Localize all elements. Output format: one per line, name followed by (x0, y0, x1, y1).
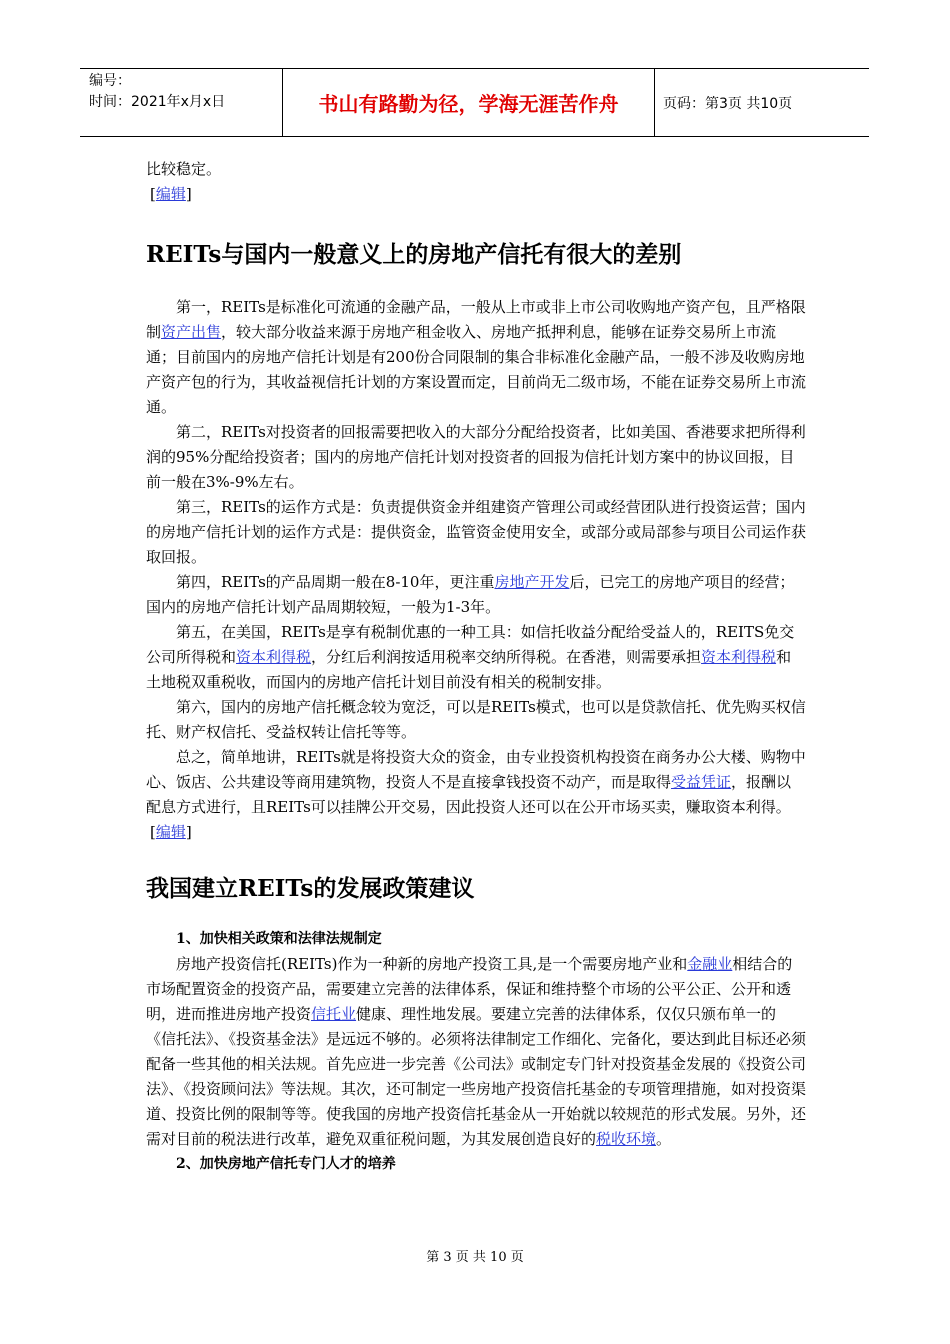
edit-link-2: [编辑] (150, 823, 192, 841)
paragraph-text: 房地产投资信托(REITs)作为一种新的房地产投资工具,是一个需要房地产业和 (176, 955, 688, 973)
paragraph-text: 第四，REITs的产品周期一般在8-10年，更注重 (176, 573, 495, 591)
edit-link-1: [编辑] (150, 185, 192, 203)
paragraph-text: 后，已完工的房地产项目的经营；国内的房地产信托计划产品周期较短，一般为1-3年。 (146, 573, 795, 616)
header-time: 时间：2021年x月x日 (89, 94, 226, 110)
paragraph-2: 第二，REITs对投资者的回报需要把收入的大部分分配给投资者，比如美国、香港要求把所得利润的95%分配给投资者；国内的房地产信托计划对投资者的回报为信托计划方案中的协议回报，目前一般在3%-9%左右。 (146, 423, 806, 491)
paragraph-text: 第一，REITs是标准化可流通的金融产品，一般从上市或非上市公司收购地产资产包，且严格限制 (146, 298, 806, 341)
paragraph-text: ，较大部分收益来源于房地产租金收入、房地产抵押利息，能够在证券交易所上市流通；目前国内的房地产信托计划是有200份合同限制的集合非标准化金融产品，一般不涉及收购房地产资产包的行为，其收益视信托计划的方案设置而定，目前尚无二级市场，不能在证券交易所上市流通。 (146, 323, 807, 416)
paragraph-1 (146, 295, 806, 420)
link-asset-sale[interactable]: 资产出售 (161, 323, 222, 341)
paragraph-text: 和土地税双重税收，而国内的房地产信托计划目前没有相关的税制安排。 (146, 648, 792, 691)
paragraph-8 (146, 952, 806, 1152)
document-body (146, 157, 806, 1177)
paragraph-3: 第三，REITs的运作方式是：负责提供资金并组建资产管理公司或经营团队进行投资运营；国内的房地产信托计划的运作方式是：提供资金，监管资金使用安全，或部分或局部参与项目公司运作获取回报。 (146, 498, 807, 566)
link-trust-industry[interactable]: 信托业 (311, 1005, 357, 1023)
header-page-info: 页码：第3页 共10页 (663, 95, 793, 112)
paragraph-text: 总之，简单地讲，REITs就是将投资大众的资金，由专业投资机构投资在商务办公大楼、购物中心、饭店、公共建设等商用建筑物，投资人不是直接拿钱投资不动产，而是取得 (146, 748, 806, 791)
paragraph-4 (146, 570, 806, 620)
page-header (80, 68, 869, 137)
edit-link[interactable]: 编辑 (155, 185, 186, 203)
link-tax-environment[interactable]: 税收环境 (596, 1130, 657, 1148)
header-meta (80, 69, 283, 136)
subheading-1: 1、加快相关政策和法律法规制定 (176, 931, 382, 947)
paragraph-7 (146, 745, 806, 820)
section-title-reits-difference: REITs与国内一般意义上的房地产信托有很大的差别 (146, 241, 682, 268)
header-number: 编号： (89, 73, 131, 89)
paragraph-5 (146, 620, 806, 695)
link-beneficiary-certificate[interactable]: 受益凭证 (671, 773, 732, 791)
paragraph-text: 第五，在美国，REITs是享有税制优惠的一种工具：如信托收益分配给受益人的，REITS免交公司所得税和 (146, 623, 795, 666)
section-title-policy-suggestions: 我国建立REITs的发展政策建议 (146, 875, 475, 902)
paragraph-6: 第六，国内的房地产信托概念较为宽泛，可以是REITs模式，也可以是贷款信托、优先购买权信托、财产权信托、受益权转让信托等等。 (146, 698, 806, 741)
paragraph-text: 相结合的市场配置资金的投资产品，需要建立完善的法律体系，保证和维持整个市场的公平公正、公开和透明，进而推进房地产投资 (146, 955, 793, 1023)
subheading-2: 2、加快房地产信托专门人才的培养 (176, 1156, 396, 1172)
paragraph-text: ，报酬以配息方式进行，且REITs可以挂牌公开交易，因此投资人还可以在公开市场买卖，赚取资本利得。 (146, 773, 792, 816)
header-motto: 书山有路勤为径，学海无涯苦作舟 (283, 69, 655, 136)
edit-link[interactable]: 编辑 (155, 823, 186, 841)
link-capital-gains-tax[interactable]: 资本利得税 (236, 648, 312, 666)
page-footer: 第 3 页 共 10 页 (426, 1250, 524, 1265)
link-financial-industry[interactable]: 金融业 (687, 955, 733, 973)
paragraph-text: 。 (656, 1130, 672, 1148)
link-capital-gains-tax-2[interactable]: 资本利得税 (701, 648, 777, 666)
paragraph-text: 健康、理性地发展。要建立完善的法律体系，仅仅只颁布单一的《信托法》、《投资基金法》是远远不够的。必须将法律制定工作细化、完备化，要达到此目标还必须配备一些其他的相关法规。首先应进一步完善《公司法》或制定专门针对投资基金发展的《投资公司法》、《投资顾问法》等法规。其次，还可制定一些房地产投资信托基金的专项管理措施，如对投资渠道、投资比例的限制等等。使我国的房地产投资信托基金从一开始就以较规范的形式发展。另外，还需对目前的税法进行改革，避免双重征税问题，为其发展创造良好的 (146, 1005, 807, 1148)
paragraph-text: ，分红后利润按适用税率交纳所得税。在香港，则需要承担 (311, 648, 702, 666)
link-real-estate-development[interactable]: 房地产开发 (494, 573, 570, 591)
intro-text: 比较稳定。 (146, 160, 222, 178)
